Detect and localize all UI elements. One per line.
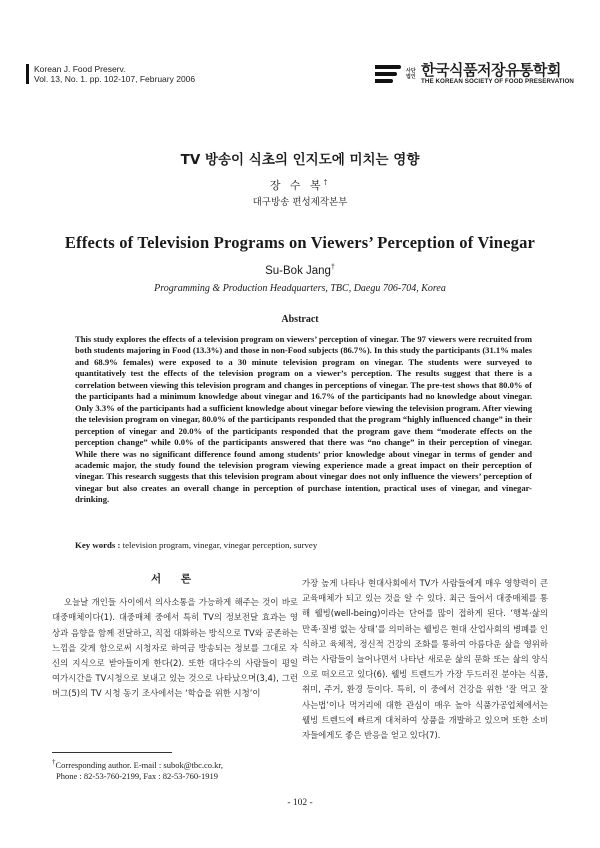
intro-paragraph-left: 오늘날 개인들 사이에서 의사소통을 가능하게 해주는 것이 바로 대중매체이다(1). 대중매체 중에서 특히 TV의 정보전달 효과는 영상과 음향을 함께 전달하고, 직접 대화하는 방식으로 TV와 공존하는 느낌을 갖게 함으로써 시청자로 하여금 방송되는 정보를 그대로 자신의 지식으로 받아들이게 한다(2). 또한 대다수의 사람들이 평일 여가시간을 TV시청으로 보내고 있는 것으로 나타났으며(3,4), 그런버그(5)의 TV 시청 동기 조사에서는 ‘학습을 위한 시청’이 (52, 597, 298, 699)
society-header (375, 62, 574, 86)
keywords-list: television program, vinegar, vinegar perception, survey (122, 540, 318, 550)
author-mark-en: † (330, 264, 335, 271)
page-number: - 102 - (287, 798, 313, 808)
footnote-email: Corresponding author. E-mail : subok@tbc.co.kr, (55, 759, 224, 770)
journal-volume: Vol. 13, No. 1. pp. 102-107, February 2006 (34, 74, 196, 84)
abstract-heading: Abstract (281, 314, 319, 325)
society-name-en: THE KOREAN SOCIETY OF FOOD PRESERVATION (421, 78, 574, 85)
intro-paragraph-right: 가장 높게 나타나 현대사회에서 TV가 사람들에게 매우 영향력이 큰 교육매체가 되고 있는 것을 알 수 있다. 최근 들어서 대중매체를 통해 웰빙(well-being)이라는 단어를 많이 접하게 된다. ‘행복·삶의 만족·질병 없는 상태’를 의미하는 웰빙은 현대 산업사회의 병폐를 인식하고 육체적, 정신적 건강의 조화를 통하여 아름다운 삶을 영위하려는 사람들이 늘어나면서 나타난 새로운 삶의 문화 또는 삶의 양식으로 떠오르고 있다(6). 웰빙 트렌드가 가장 두드러진 분야는 식품, 취미, 주거, 환경 등이다. 특히, 이 중에서 건강을 위한 ‘잘 먹고 잘 사는법’이나 먹거리에 대한 관심이 매우 높아 식품가공업체에서는 웰빙 트렌드에 빠르게 대처하여 상품을 개발하고 있으며 또한 소비자들에게도 좋은 반응을 얻고 있다(7). (302, 578, 548, 741)
affiliation-korean: 대구방송 편성제작본부 (252, 197, 348, 208)
footnote (52, 757, 223, 782)
footnote-divider (52, 752, 172, 753)
society-name-kr: 한국식품저장유통학회 (421, 61, 561, 79)
keywords-label: Key words : (75, 540, 121, 550)
section-heading-intro: 서 론 (151, 573, 199, 585)
body-column-right (302, 576, 548, 743)
title-korean: TV 방송이 식초의 인지도에 미치는 영향 (180, 152, 420, 168)
keywords (75, 540, 317, 550)
abstract-body: This study explores the effects of a television program on viewers’ perception of vinegar. The 97 viewers were recruited from both students majoring in Food (13.3%) and those in non-Food subjects (86.7%). In this study the participants (31.1% males and 68.9% females) were exposed to a 30 minute television program on vinegar. The students were surveyed to quantitatively test the effects of the television program on a viewer’s perception. The results suggest that there is a correlation between viewing this television program and changes in perceptions of vinegar. The pre-test shows that 80.0% of the participants had a minimum knowledge about vinegar and 16.7% of the participants had no knowledge about vinegar. Only 3.3% of the participants had a sufficient knowledge about vinegar before viewing the television program. After viewing the television program on vinegar, 80.0% of the participants responded that the program “highly influenced change” in their perception of vinegar and 20.0% of the participants responded that the program gave them “moderate effects on the perception change” while 0.0% of the participants answered that there was “no change” in their perception of vinegar. While there was no significant difference found among students’ prior knowledge about vinegar in terms of gender and academic major, the study found the television program viewing experience made a great impact on their perception of vinegar. This research suggests that this television program about vinegar does not only influence the viewers’ perception of vinegar but also creates an overall change in perception of purchase intention, practical uses of vinegar, and vinegar-drinking. (75, 334, 532, 505)
journal-name: Korean J. Food Preserv. (34, 64, 126, 74)
journal-citation (26, 64, 195, 84)
body-column-left (52, 572, 298, 702)
author-mark: † (323, 178, 331, 187)
affiliation-english: Programming & Production Headquarters, TBC, Daegu 706-704, Korea (154, 283, 446, 294)
footnote-phone: Phone : 82-53-760-2199, Fax : 82-53-760-1919 (56, 770, 218, 781)
society-logo-icon (375, 65, 401, 83)
society-badge: 사단법인 (406, 68, 416, 80)
title-english: Effects of Television Programs on Viewers’ Perception of Vinegar (64, 233, 536, 252)
author-english: Su-Bok Jang† (265, 264, 335, 277)
footnote-mark: † (52, 758, 56, 766)
author-korean: 장 수 복† (269, 178, 331, 192)
